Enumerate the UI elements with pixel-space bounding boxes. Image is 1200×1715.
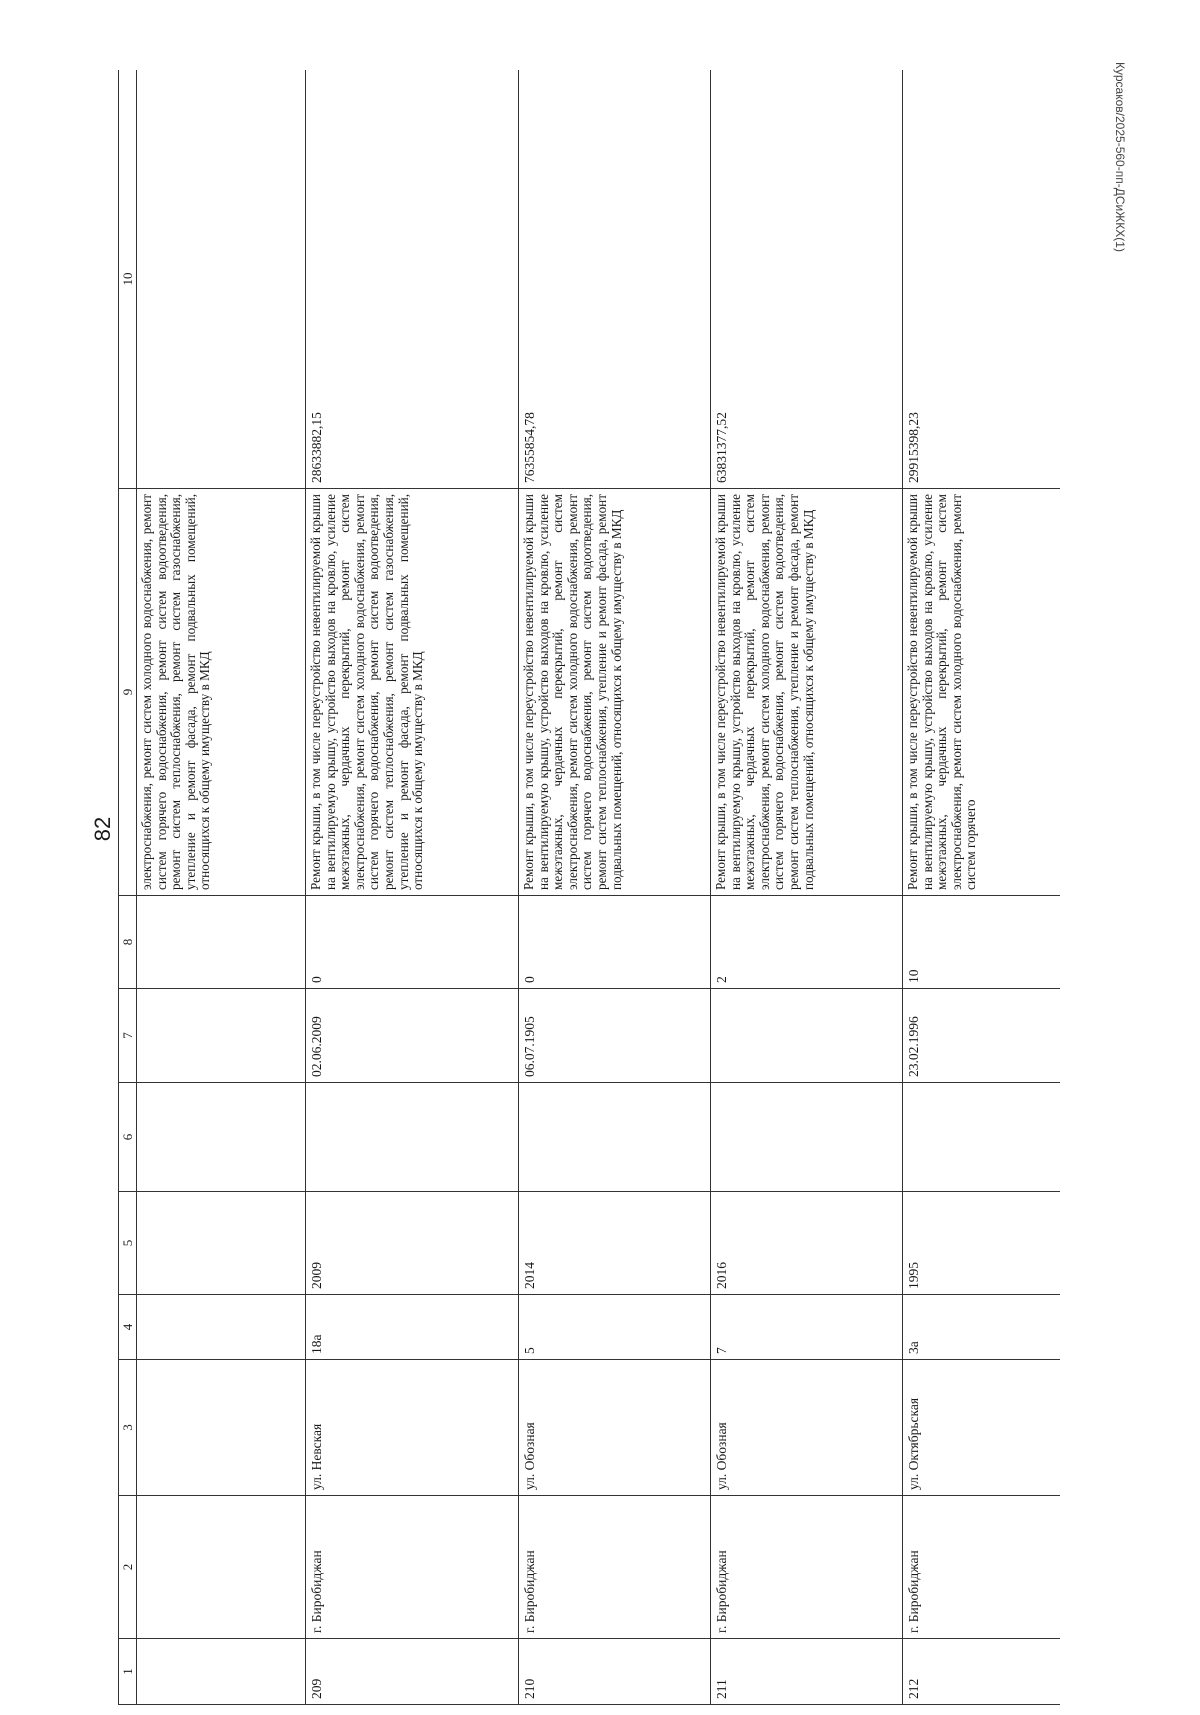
date-cell: 23.02.1996	[903, 989, 1061, 1083]
city-cell: г. Биробиджан	[519, 1496, 711, 1639]
col8-cell: 0	[306, 896, 519, 989]
col6-cell	[711, 1083, 903, 1192]
house-cell: 18а	[306, 1295, 519, 1360]
col6-cell	[903, 1083, 1061, 1192]
row-number: 211	[711, 1639, 903, 1705]
city-cell: г. Биробиджан	[306, 1496, 519, 1639]
amount-cell: 76355854,78	[519, 70, 711, 489]
city-cell: г. Биробиджан	[903, 1496, 1061, 1639]
house-cell: 7	[711, 1295, 903, 1360]
column-header: 8	[119, 896, 137, 989]
row-number: 212	[903, 1639, 1061, 1705]
column-header: 2	[119, 1496, 137, 1639]
street-cell: ул. Невская	[306, 1360, 519, 1496]
street-cell: ул. Обозная	[711, 1360, 903, 1496]
house-cell: 3а	[903, 1295, 1061, 1360]
works-description: электроснабжения, ремонт систем холодного водоснабжения, ремонт систем горячего водоснабжения, ремонт систем водоотведения, ремонт систем теплоснабжения, ремонт систем газоснабжения, утепление и ремонт фасада, ремонт подвальных помещений, относящихся к общему имуществу в МКД	[137, 489, 306, 896]
row-number: 209	[306, 1639, 519, 1705]
col8-cell: 10	[903, 896, 1061, 989]
column-header: 10	[119, 70, 137, 489]
works-description: Ремонт крыши, в том числе переустройство невентилируемой крыши на вентилируемую крышу, устройство выходов на кровлю, усиление межэтажных, чердачных перекрытий, ремонт систем электроснабжения, ремонт систем холодного водоснабжения, ремонт систем горячего	[903, 489, 1061, 896]
column-header: 9	[119, 489, 137, 896]
table-wrapper	[118, 70, 1060, 1705]
amount-cell: 63831377,52	[711, 70, 903, 489]
date-cell: 02.06.2009	[306, 989, 519, 1083]
works-description: Ремонт крыши, в том числе переустройство невентилируемой крыши на вентилируемую крышу, устройство выходов на кровлю, усиление межэтажных, чердачных перекрытий, ремонт систем электроснабжения, ремонт систем холодного водоснабжения, ремонт систем горячего водоснабжения, ремонт систем водоотведения, ремонт систем теплоснабжения, ремонт систем газоснабжения, утепление и ремонт фасада, ремонт подвальных помещений, относящихся к общему имуществу в МКД	[306, 489, 519, 896]
column-number-row	[119, 70, 137, 1705]
column-header: 4	[119, 1295, 137, 1360]
table-row	[711, 70, 903, 1705]
house-cell: 5	[519, 1295, 711, 1360]
col8-cell: 2	[711, 896, 903, 989]
column-header: 7	[119, 989, 137, 1083]
works-description: Ремонт крыши, в том числе переустройство невентилируемой крыши на вентилируемую крышу, устройство выходов на кровлю, усиление межэтажных, чердачных перекрытий, ремонт систем электроснабжения, ремонт систем холодного водоснабжения, ремонт систем горячего водоснабжения, ремонт систем водоотведения, ремонт систем теплоснабжения, утепление и ремонт фасада, ремонт подвальных помещений, относящихся к общему имуществу в МКД	[519, 489, 711, 896]
column-header: 1	[119, 1639, 137, 1705]
document-footer: Курсаков/2025-560-пп-ДСиЖКХ(1)	[1113, 62, 1127, 252]
col6-cell	[306, 1083, 519, 1192]
works-description: Ремонт крыши, в том числе переустройство невентилируемой крыши на вентилируемую крышу, устройство выходов на кровлю, усиление межэтажных, чердачных перекрытий, ремонт систем электроснабжения, ремонт систем холодного водоснабжения, ремонт систем горячего водоснабжения, ремонт систем водоотведения, ремонт систем теплоснабжения, утепление и ремонт фасада, ремонт подвальных помещений, относящихся к общему имуществу в МКД	[711, 489, 903, 896]
street-cell: ул. Обозная	[519, 1360, 711, 1496]
amount-cell: 29915398,23	[903, 70, 1061, 489]
city-cell: г. Биробиджан	[711, 1496, 903, 1639]
row-number: 210	[519, 1639, 711, 1705]
col8-cell: 0	[519, 896, 711, 989]
year-cell: 2009	[306, 1192, 519, 1295]
street-cell: ул. Октябрьская	[903, 1360, 1061, 1496]
table-row-continuation	[137, 70, 306, 1705]
date-cell: 06.07.1905	[519, 989, 711, 1083]
year-cell: 2016	[711, 1192, 903, 1295]
page-number: 82	[90, 816, 115, 842]
table-row	[306, 70, 519, 1705]
table-row	[519, 70, 711, 1705]
column-header: 3	[119, 1360, 137, 1496]
date-cell	[711, 989, 903, 1083]
year-cell: 2014	[519, 1192, 711, 1295]
repair-program-table	[118, 70, 1060, 1705]
col6-cell	[519, 1083, 711, 1192]
table-row	[903, 70, 1061, 1705]
year-cell: 1995	[903, 1192, 1061, 1295]
column-header: 6	[119, 1083, 137, 1192]
column-header: 5	[119, 1192, 137, 1295]
amount-cell: 28633882,15	[306, 70, 519, 489]
